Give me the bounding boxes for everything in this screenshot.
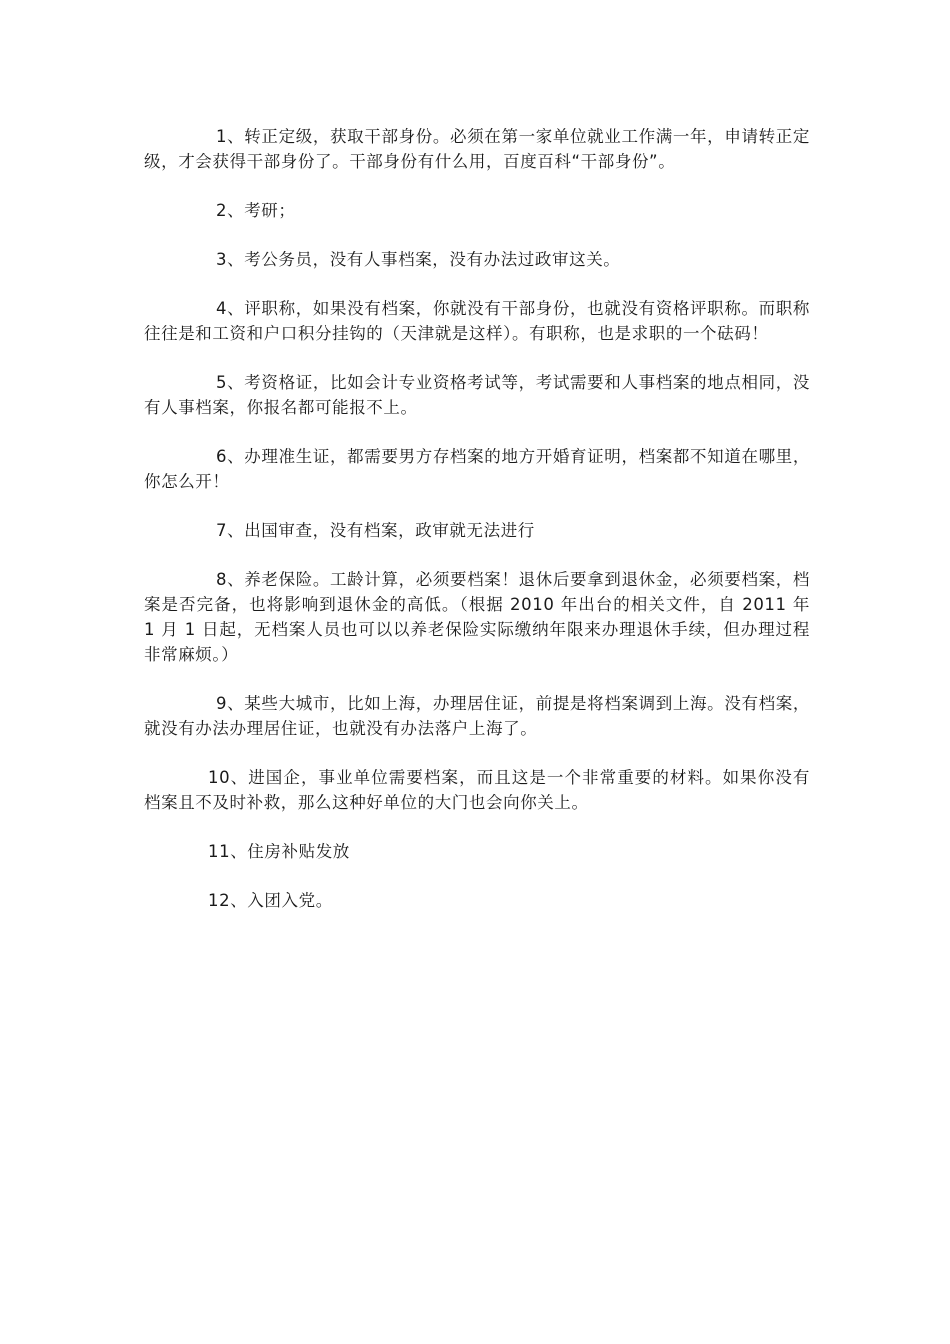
- paragraph-9: 9、某些大城市，比如上海，办理居住证，前提是将档案调到上海。没有档案，就没有办法办理居住证，也就没有办法落户上海了。: [144, 694, 810, 738]
- paragraph-3: 3、考公务员，没有人事档案，没有办法过政审这关。: [216, 250, 621, 269]
- document-body: [144, 124, 810, 937]
- paragraph-4: 4、评职称，如果没有档案，你就没有干部身份，也就没有资格评职称。而职称往往是和工资和户口积分挂钩的（天津就是这样）。有职称，也是求职的一个砝码！: [144, 299, 810, 343]
- paragraph-6: 6、办理准生证，都需要男方存档案的地方开婚育证明，档案都不知道在哪里，你怎么开！: [144, 447, 810, 491]
- paragraph-5: 5、考资格证，比如会计专业资格考试等，考试需要和人事档案的地点相同，没有人事档案，你报名都可能报不上。: [144, 373, 810, 417]
- paragraph-2: 2、考研；: [216, 201, 296, 220]
- paragraph-7: 7、出国审查，没有档案，政审就无法进行: [216, 521, 535, 540]
- paragraph-12: 12、入团入党。: [208, 891, 333, 910]
- paragraph-11: 11、住房补贴发放: [208, 842, 350, 861]
- paragraph-1: 1、转正定级，获取干部身份。必须在第一家单位就业工作满一年，申请转正定级，才会获得干部身份了。干部身份有什么用，百度百科“干部身份”。: [144, 127, 810, 171]
- paragraph-8: 8、养老保险。工龄计算，必须要档案！退休后要拿到退休金，必须要档案，档案是否完备，也将影响到退休金的高低。（根据 2010 年出台的相关文件，自 2011 年 1 月 1 日起，无档案人员也可以以养老保险实际缴纳年限来办理退休手续，但办理过程非常麻烦。）: [144, 570, 810, 664]
- paragraph-10: 10、进国企，事业单位需要档案，而且这是一个非常重要的材料。如果你没有档案且不及时补救，那么这种好单位的大门也会向你关上。: [144, 768, 810, 812]
